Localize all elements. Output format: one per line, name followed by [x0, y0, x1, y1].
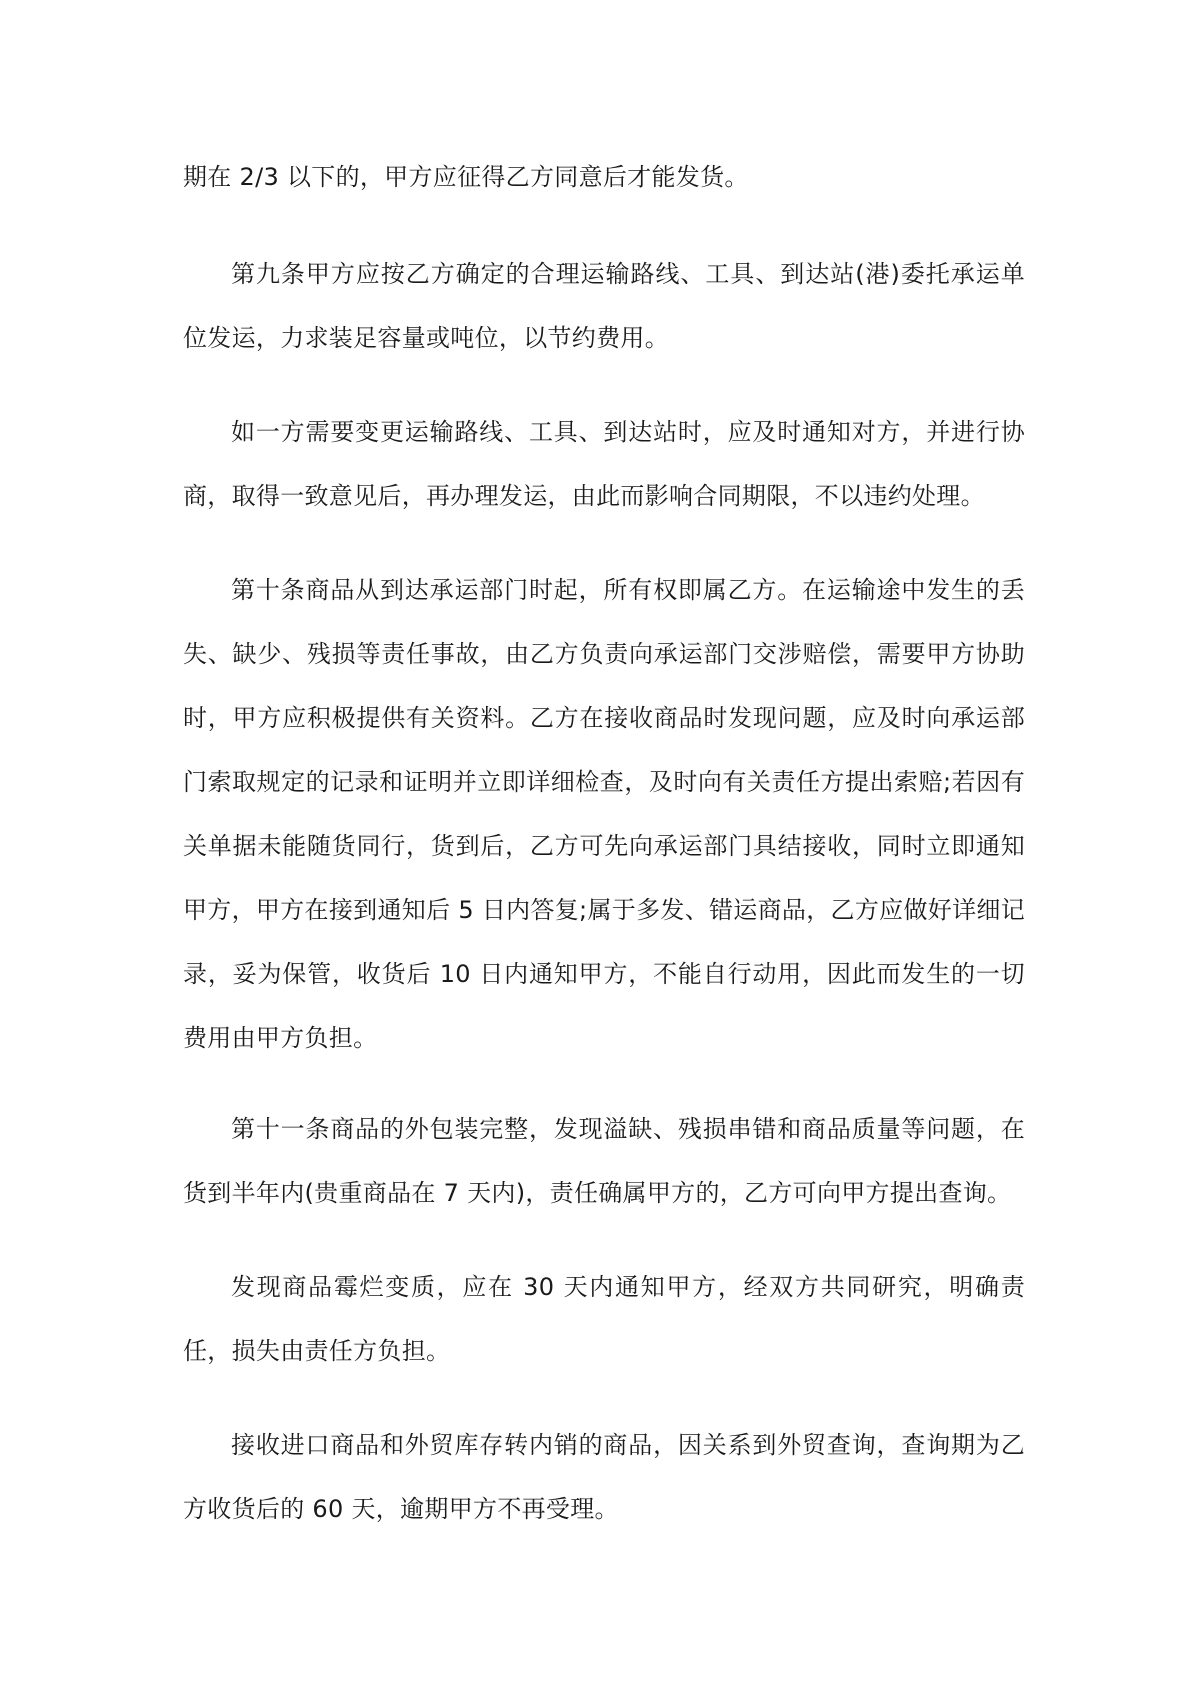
paragraph-import-goods: 接收进口商品和外贸库存转内销的商品，因关系到外贸查询，查询期为乙方收货后的 60 天，逾期甲方不再受理。: [183, 1431, 1025, 1523]
paragraph-route-change: 如一方需要变更运输路线、工具、到达站时，应及时通知对方，并进行协商，取得一致意见后，再办理发运，由此而影响合同期限，不以违约处理。: [183, 418, 1025, 510]
paragraph-spoilage: 发现商品霉烂变质，应在 30 天内通知甲方，经双方共同研究，明确责任，损失由责任方负担。: [183, 1273, 1025, 1365]
paragraph-article-9: 第九条甲方应按乙方确定的合理运输路线、工具、到达站(港)委托承运单位发运，力求装足容量或吨位，以节约费用。: [183, 260, 1025, 352]
paragraph-continuation: 期在 2/3 以下的，甲方应征得乙方同意后才能发货。: [183, 163, 749, 191]
paragraph-article-11: 第十一条商品的外包装完整，发现溢缺、残损串错和商品质量等问题，在货到半年内(贵重商品在 7 天内)，责任确属甲方的，乙方可向甲方提出查询。: [183, 1115, 1025, 1207]
paragraph-article-10: 第十条商品从到达承运部门时起，所有权即属乙方。在运输途中发生的丢失、缺少、残损等责任事故，由乙方负责向承运部门交涉赔偿，需要甲方协助时，甲方应积极提供有关资料。乙方在接收商品时发现问题，应及时向承运部门索取规定的记录和证明并立即详细检查，及时向有关责任方提出索赔;若因有关单据未能随货同行，货到后，乙方可先向承运部门具结接收，同时立即通知甲方，甲方在接到通知后 5 日内答复;属于多发、错运商品，乙方应做好详细记录，妥为保管，收货后 10 日内通知甲方，不能自行动用，因此而发生的一切费用由甲方负担。: [183, 576, 1025, 1052]
